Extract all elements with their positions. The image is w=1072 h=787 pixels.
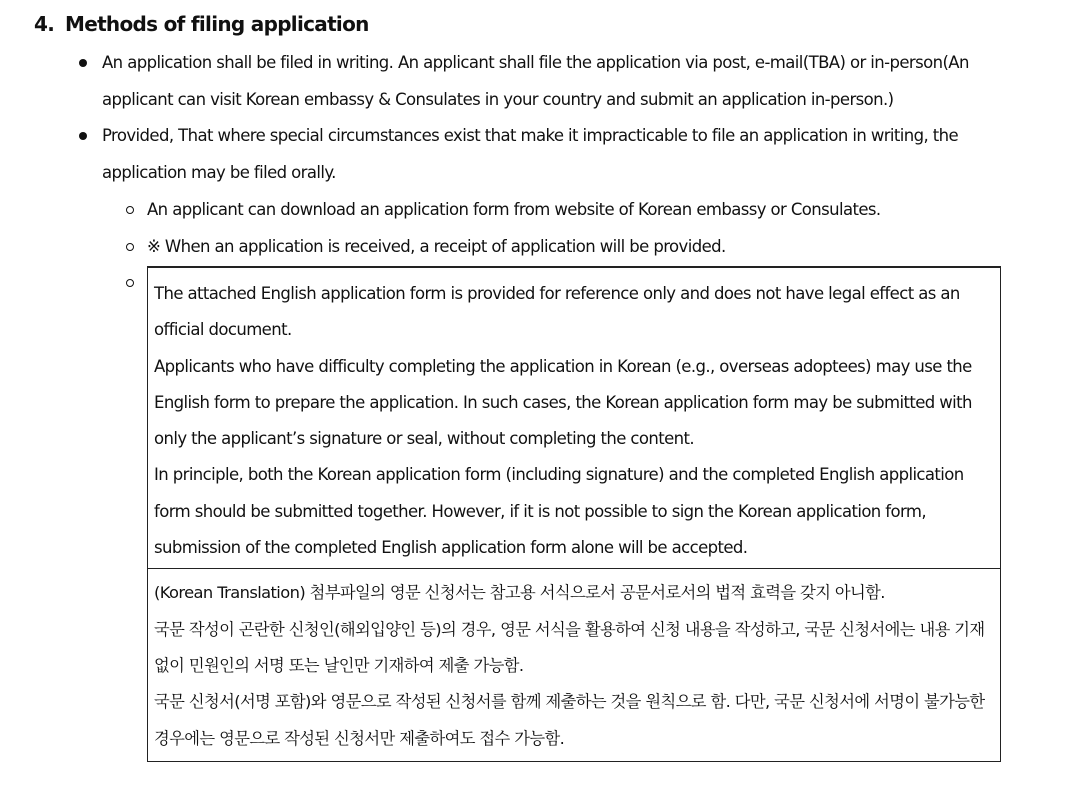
circle-bullet-icon — [126, 206, 134, 214]
section-title: Methods of filing application — [65, 12, 369, 36]
bullet-icon — [79, 59, 87, 67]
bullet-text: Provided, That where special circumstances exist that make it impracticable to file an application in writing, the application may be filed orally. — [102, 126, 959, 182]
sub-item-text: An applicant can download an application form from website of Korean embassy or Consulates. — [147, 200, 881, 219]
circle-bullet-icon — [126, 243, 134, 251]
sub-item — [147, 191, 881, 228]
sub-item — [147, 228, 726, 265]
notice-box — [147, 266, 1001, 762]
bullet-icon — [79, 132, 87, 140]
sub-item-text: ※ When an application is received, a receipt of application will be provided. — [147, 237, 726, 256]
bullet-text: An application shall be filed in writing. An applicant shall file the application via post, e-mail(TBA) or in-person(An applicant can visit Korean embassy & Consulates in your country and submit an application in-person.) — [102, 53, 969, 109]
section-number: 4. — [34, 12, 55, 36]
notice-english-paragraph: The attached English application form is provided for reference only and does not have legal effect as an official document. — [154, 284, 960, 340]
notice-korean-cell — [148, 569, 1000, 760]
notice-english-paragraph: Applicants who have difficulty completing the application in Korean (e.g., overseas adoptees) may use the English form to prepare the application. In such cases, the Korean application form may be submitted with only the applicant’s signature or seal, without completing the content. — [154, 356, 972, 449]
notice-korean-paragraph: 국문 신청서(서명 포함)와 영문으로 작성된 신청서를 함께 제출하는 것을 원칙으로 함. 다만, 국문 신청서에 서명이 불가능한 경우에는 영문으로 작성된 신청서만 제출하여도 접수 가능함. — [154, 692, 985, 748]
bullet-item — [102, 117, 982, 191]
notice-english-cell — [148, 268, 1000, 569]
notice-english-paragraph: In principle, both the Korean application form (including signature) and the completed English application form should be submitted together. However, if it is not possible to sign the Korean application form, submission of the completed English application form alone will be accepted. — [154, 465, 964, 558]
notice-korean-paragraph: (Korean Translation) 첨부파일의 영문 신청서는 참고용 서식으로서 공문서로서의 법적 효력을 갖지 아니함. — [154, 583, 885, 603]
circle-bullet-icon — [126, 279, 134, 287]
bullet-item — [102, 44, 982, 118]
section-heading — [34, 9, 369, 39]
notice-korean-paragraph: 국문 작성이 곤란한 신청인(해외입양인 등)의 경우, 영문 서식을 활용하여 신청 내용을 작성하고, 국문 신청서에는 내용 기재 없이 민원인의 서명 또는 날인만 기재하여 제출 가능함. — [154, 619, 985, 675]
